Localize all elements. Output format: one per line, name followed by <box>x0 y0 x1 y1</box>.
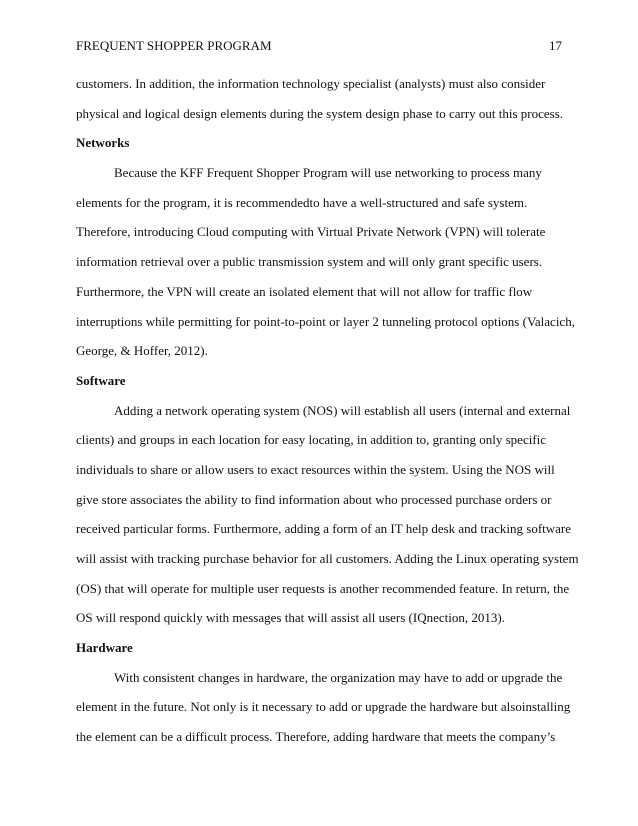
section-heading-networks: Networks <box>76 135 130 151</box>
paragraph-line: elements for the program, it is recommendedto have a well-structured and safe system. <box>76 194 528 210</box>
paragraph-line: Therefore, introducing Cloud computing with Virtual Private Network (VPN) will tolerate <box>76 224 546 240</box>
paragraph-line: information retrieval over a public transmission system and will only grant specific users. <box>76 254 543 270</box>
paragraph-line: element in the future. Not only is it necessary to add or upgrade the hardware but alsoinstalling <box>76 699 571 715</box>
section-heading-hardware: Hardware <box>76 640 133 656</box>
paragraph-line: give store associates the ability to find information about who processed purchase orders or <box>76 491 552 507</box>
paragraph-line: will assist with tracking purchase behavior for all customers. Adding the Linux operating system <box>76 551 579 566</box>
page-number: 17 <box>549 38 562 53</box>
paragraph-line: physical and logical design elements during the system design phase to carry out this process. <box>76 105 564 121</box>
running-head-title: FREQUENT SHOPPER PROGRAM <box>76 38 272 53</box>
paragraph-line: interruptions while permitting for point-to-point or layer 2 tunneling protocol options (Valacich, <box>76 313 575 329</box>
paragraph-line: individuals to share or allow users to exact resources within the system. Using the NOS will <box>76 461 555 477</box>
paragraph-line: customers. In addition, the information technology specialist (analysts) must also consider <box>76 76 546 91</box>
section-heading-software: Software <box>76 372 126 388</box>
paragraph-line: Adding a network operating system (NOS) will establish all users (internal and external <box>114 402 571 418</box>
body-text <box>76 69 579 752</box>
paragraph-line: OS will respond quickly with messages that will assist all users (IQnection, 2013). <box>76 610 505 626</box>
paragraph-line: With consistent changes in hardware, the organization may have to add or upgrade the <box>114 669 563 685</box>
paragraph-line: clients) and groups in each location for easy locating, in addition to, granting only specific <box>76 432 547 448</box>
running-header <box>76 37 562 55</box>
paragraph-line: Because the KFF Frequent Shopper Program will use networking to process many <box>114 165 542 181</box>
paragraph-line: received particular forms. Furthermore, adding a form of an IT help desk and tracking software <box>76 521 572 537</box>
paragraph-line: George, & Hoffer, 2012). <box>76 343 208 359</box>
paragraph-line: Furthermore, the VPN will create an isolated element that will not allow for traffic flow <box>76 283 533 299</box>
paragraph-line: the element can be a difficult process. Therefore, adding hardware that meets the company’s <box>76 729 556 745</box>
paragraph-line: (OS) that will operate for multiple user requests is another recommended feature. In return, the <box>76 580 570 596</box>
